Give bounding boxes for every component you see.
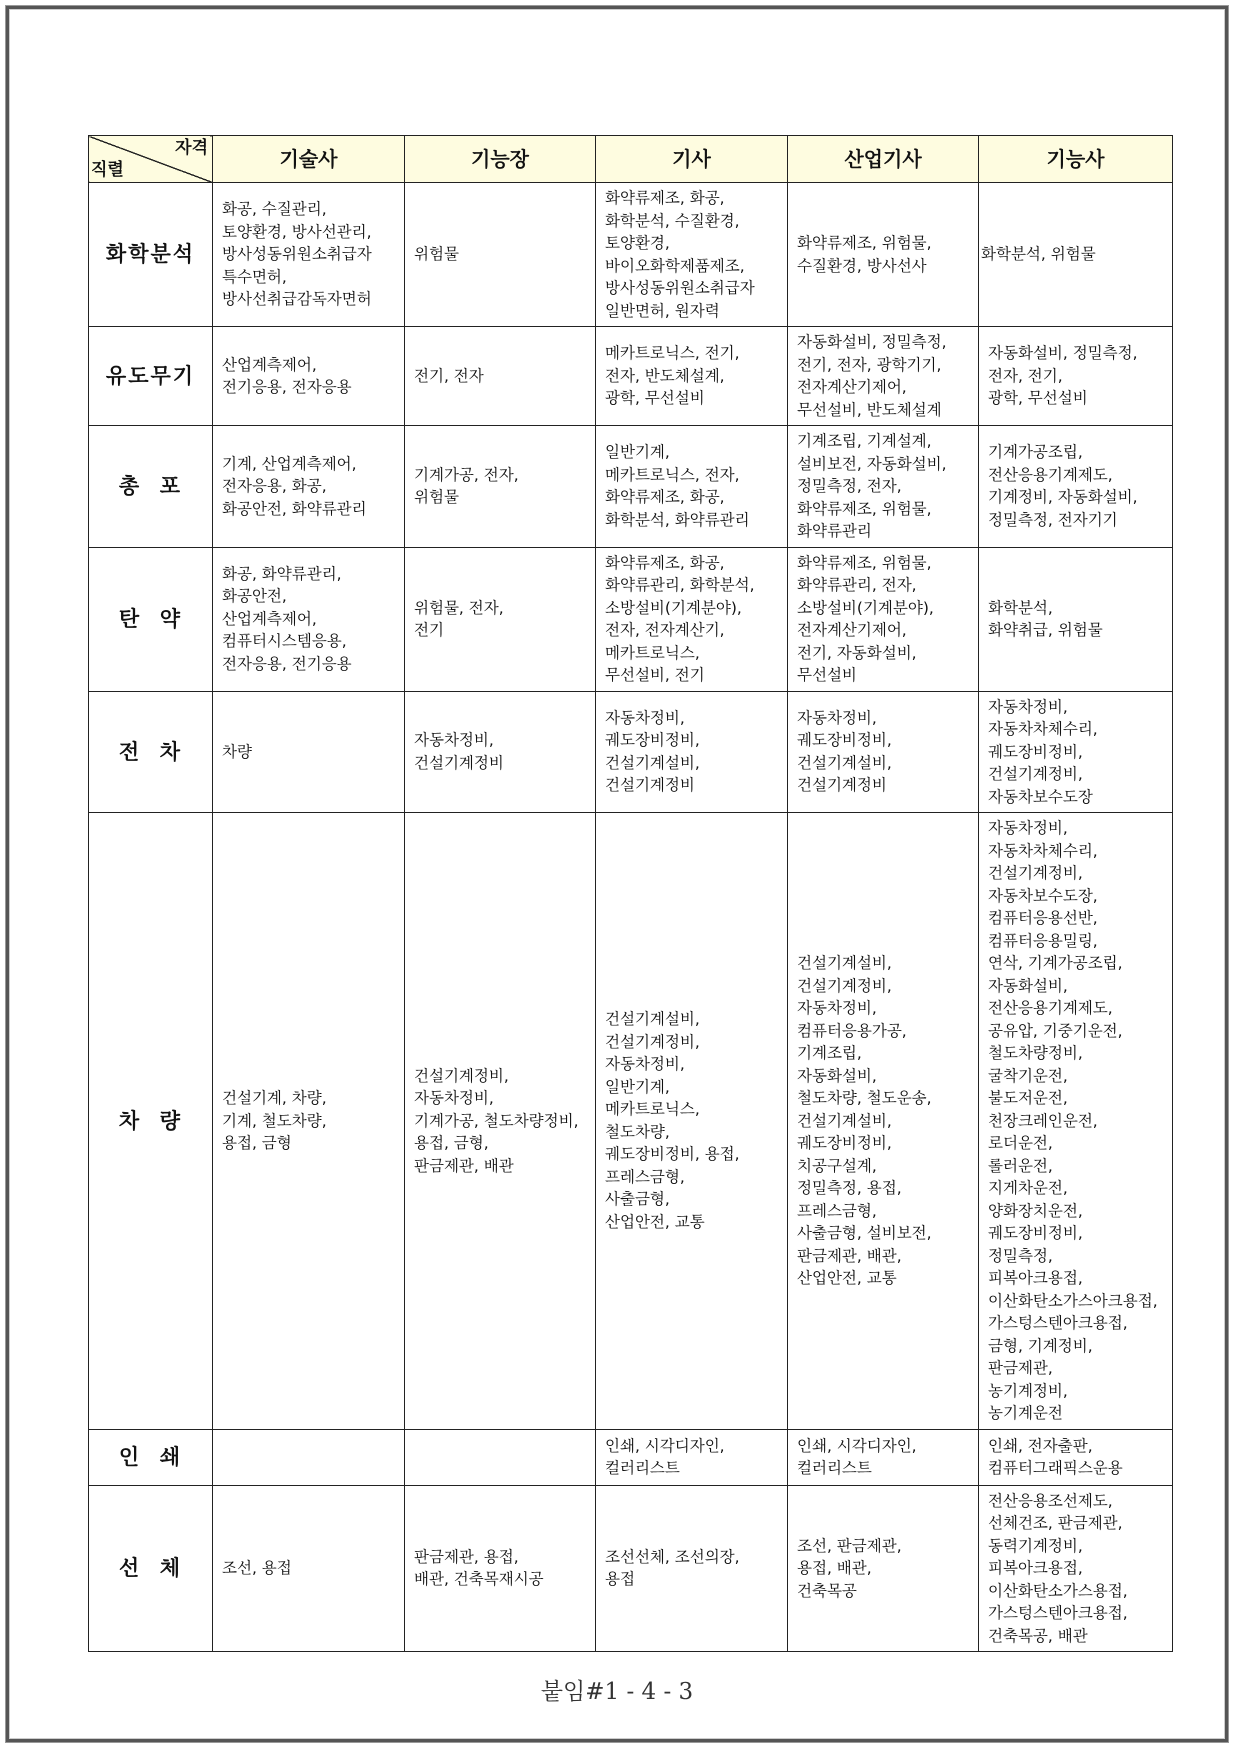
table-cell: 기계가공, 전자, 위험물 (405, 426, 596, 548)
column-header: 산업기사 (788, 136, 979, 183)
table-cell: 자동화설비, 정밀측정, 전기, 전자, 광학기기, 전자계산기제어, 무선설비, 반도체설계 (788, 327, 979, 426)
table-cell: 화약류제조, 화공, 화약류관리, 화학분석, 소방설비(기계분야), 전자, 전자계산기, 메카트로닉스, 무선설비, 전기 (596, 547, 788, 691)
corner-bottom-label: 직렬 (91, 159, 124, 180)
row-header: 전 차 (89, 691, 213, 813)
table-cell: 화학분석, 화약취급, 위험물 (979, 547, 1173, 691)
table-cell: 화공, 화약류관리, 화공안전, 산업계측제어, 컴퓨터시스템응용, 전자응용, 전기응용 (213, 547, 405, 691)
column-header: 기능사 (979, 136, 1173, 183)
table-cell: 화공, 수질관리, 토양환경, 방사선관리, 방사성동위원소취급자 특수면허, 방사선취급감독자면허 (213, 183, 405, 327)
row-header: 인 쇄 (89, 1429, 213, 1485)
table-cell: 화약류제조, 위험물, 수질환경, 방사선사 (788, 183, 979, 327)
table-cell: 메카트로닉스, 전기, 전자, 반도체설계, 광학, 무선설비 (596, 327, 788, 426)
table-row (89, 426, 1173, 548)
column-header: 기술사 (213, 136, 405, 183)
table-cell: 건설기계정비, 자동차정비, 기계가공, 철도차량정비, 용접, 금형, 판금제관, 배관 (405, 813, 596, 1430)
table-cell: 전기, 전자 (405, 327, 596, 426)
table-cell: 자동차정비, 궤도장비정비, 건설기계설비, 건설기계정비 (788, 691, 979, 813)
table-cell (213, 1429, 405, 1485)
qualification-table (88, 135, 1173, 1652)
corner-top-label: 자격 (175, 138, 208, 158)
table-cell: 자동차정비, 궤도장비정비, 건설기계설비, 건설기계정비 (596, 691, 788, 813)
table-row (89, 1485, 1173, 1652)
table-cell: 인쇄, 시각디자인, 컬러리스트 (788, 1429, 979, 1485)
table-cell: 자동차정비, 자동차차체수리, 궤도장비정비, 건설기계정비, 자동차보수도장 (979, 691, 1173, 813)
table-cell: 조선, 용접 (213, 1485, 405, 1652)
document-page (6, 6, 1228, 1742)
table-cell: 기계, 산업계측제어, 전자응용, 화공, 화공안전, 화약류관리 (213, 426, 405, 548)
table-cell: 조선, 판금제관, 용접, 배관, 건축목공 (788, 1485, 979, 1652)
table-cell: 일반기계, 메카트로닉스, 전자, 화약류제조, 화공, 화학분석, 화약류관리 (596, 426, 788, 548)
column-header: 기능장 (405, 136, 596, 183)
page-number-footer: 붙임#1 - 4 - 3 (540, 1679, 694, 1705)
table-cell: 건설기계설비, 건설기계정비, 자동차정비, 컴퓨터응용가공, 기계조립, 자동화설비, 철도차량, 철도운송, 건설기계설비, 궤도장비정비, 치공구설계, 정밀측정, 용접, 프레스금형, 사출금형, 설비보전, 판금제관, 배관, 산업안전, 교통 (788, 813, 979, 1430)
row-header: 차 량 (89, 813, 213, 1430)
table-cell: 자동화설비, 정밀측정, 전자, 전기, 광학, 무선설비 (979, 327, 1173, 426)
table-row (89, 1429, 1173, 1485)
table-cell: 건설기계, 차량, 기계, 철도차량, 용접, 금형 (213, 813, 405, 1430)
table-cell: 자동차정비, 건설기계정비 (405, 691, 596, 813)
table-cell: 기계조립, 기계설계, 설비보전, 자동화설비, 정밀측정, 전자, 화약류제조, 위험물, 화약류관리 (788, 426, 979, 548)
table-cell: 판금제관, 용접, 배관, 건축목재시공 (405, 1485, 596, 1652)
table-cell: 위험물, 전자, 전기 (405, 547, 596, 691)
table-cell: 조선선체, 조선의장, 용접 (596, 1485, 788, 1652)
table-cell: 산업계측제어, 전기응용, 전자응용 (213, 327, 405, 426)
header-corner-cell (89, 136, 213, 183)
table-cell: 화학분석, 위험물 (979, 183, 1173, 327)
table-row (89, 813, 1173, 1430)
table-cell: 화약류제조, 화공, 화학분석, 수질환경, 토양환경, 바이오화학제품제조, 방사성동위원소취급자 일반면허, 원자력 (596, 183, 788, 327)
table-row (89, 183, 1173, 327)
table-cell: 전산응용조선제도, 선체건조, 판금제관, 동력기계정비, 피복아크용접, 이산화탄소가스용접, 가스텅스텐아크용접, 건축목공, 배관 (979, 1485, 1173, 1652)
table-row (89, 327, 1173, 426)
table-row (89, 691, 1173, 813)
table-cell: 기계가공조립, 전산응용기계제도, 기계정비, 자동화설비, 정밀측정, 전자기기 (979, 426, 1173, 548)
table-cell: 인쇄, 시각디자인, 컬러리스트 (596, 1429, 788, 1485)
row-header: 선 체 (89, 1485, 213, 1652)
table-cell: 인쇄, 전자출판, 컴퓨터그래픽스운용 (979, 1429, 1173, 1485)
column-header: 기사 (596, 136, 788, 183)
table-cell (405, 1429, 596, 1485)
table-cell: 화약류제조, 위험물, 화약류관리, 전자, 소방설비(기계분야), 전자계산기제어, 전기, 자동화설비, 무선설비 (788, 547, 979, 691)
table-cell: 위험물 (405, 183, 596, 327)
table-cell: 차량 (213, 691, 405, 813)
row-header: 탄 약 (89, 547, 213, 691)
table-row (89, 547, 1173, 691)
table-cell: 건설기계설비, 건설기계정비, 자동차정비, 일반기계, 메카트로닉스, 철도차량, 궤도장비정비, 용접, 프레스금형, 사출금형, 산업안전, 교통 (596, 813, 788, 1430)
header-row (89, 136, 1173, 183)
table-cell: 자동차정비, 자동차차체수리, 건설기계정비, 자동차보수도장, 컴퓨터응용선반, 컴퓨터응용밀링, 연삭, 기계가공조립, 자동화설비, 전산응용기계제도, 공유압, 기중기운전, 철도차량정비, 굴착기운전, 불도저운전, 천장크레인운전, 로더운전, 롤러운전, 지게차운전, 양화장치운전, 궤도장비정비, 정밀측정, 피복아크용접, 이산화탄소가스아크용접, 가스텅스텐아크용접, 금형, 기계정비, 판금제관, 농기계정비, 농기계운전 (979, 813, 1173, 1430)
row-header: 화학분석 (89, 183, 213, 327)
row-header: 총 포 (89, 426, 213, 548)
row-header: 유도무기 (89, 327, 213, 426)
